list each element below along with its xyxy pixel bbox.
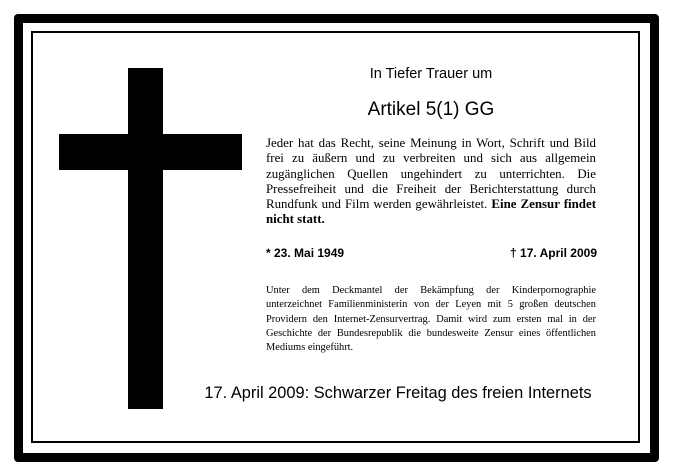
birth-date: * 23. Mai 1949 bbox=[266, 246, 345, 260]
death-date: † 17. April 2009 bbox=[510, 246, 597, 260]
headline: Artikel 5(1) GG bbox=[367, 99, 495, 120]
article-quote-emphasis: Eine Zensur findet nicht statt. bbox=[266, 197, 596, 227]
footer-line: 17. April 2009: Schwarzer Freitag des freien Internets bbox=[204, 384, 592, 402]
cross-vertical-beam bbox=[128, 68, 163, 409]
notice-body: Unter dem Deckmantel der Bekämpfung der Kinderpornographie unterzeichnet Familienministerin von der Leyen mit 5 großen deutschen Providern den Internet-Zensurvertrag. Damit wird zum ersten mal in der Geschichte der Bundesrepublik die bundesweite Zensur eines öffentlichen Mediums eingeführt. bbox=[266, 285, 596, 354]
cross-horizontal-beam bbox=[59, 134, 242, 170]
article-quote-text: Jeder hat das Recht, seine Meinung in Wort, Schrift und Bild frei zu äußern und zu verbreiten und sich aus allgemein zugänglichen Quellen ungehindert zu unterrichten. Die Pressefreiheit und die Freiheit der Berichterstattung durch Rundfunk und Film werden gewährleistet. bbox=[266, 136, 596, 212]
article-quote bbox=[266, 136, 596, 228]
inner-thin-frame bbox=[31, 31, 640, 443]
intro-line: In Tiefer Trauer um bbox=[369, 66, 493, 82]
